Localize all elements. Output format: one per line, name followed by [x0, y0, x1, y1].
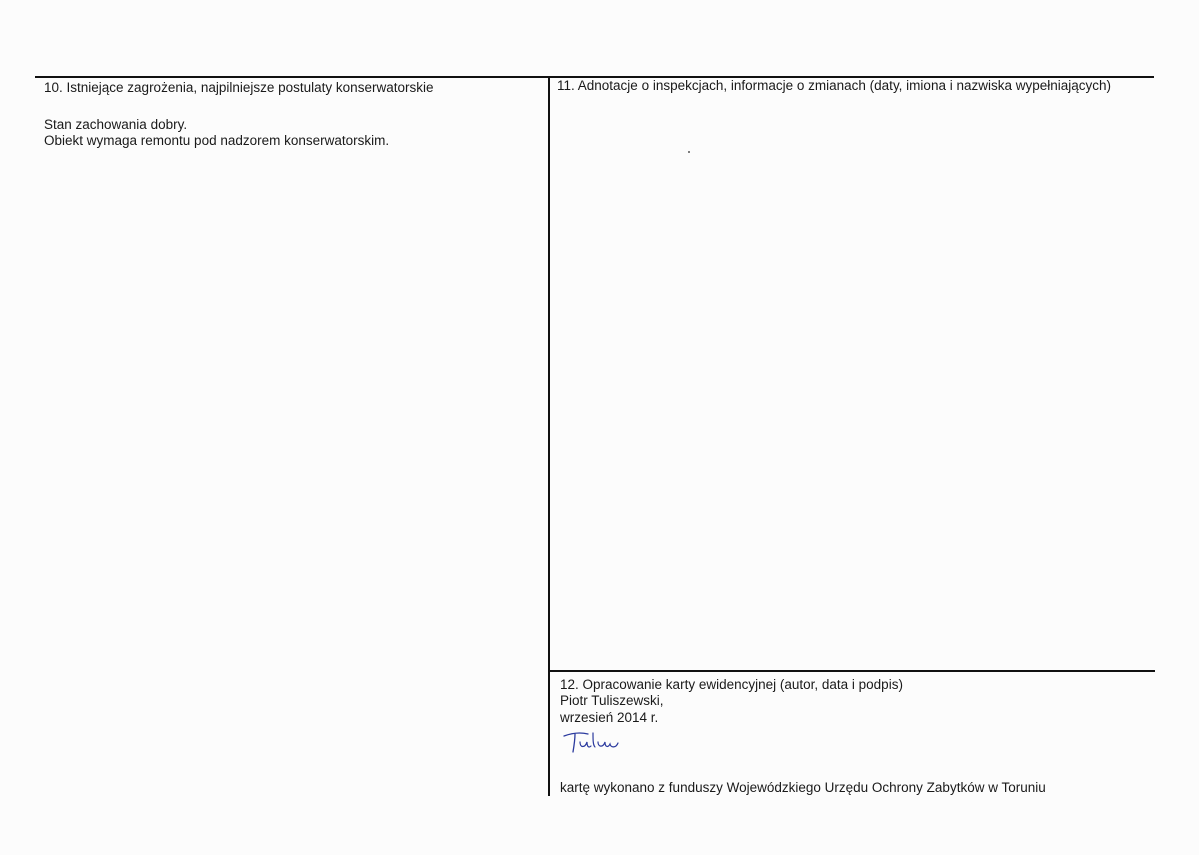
scan-speck: [688, 151, 690, 153]
renovation-note: Obiekt wymaga remontu pod nadzorem konserwatorskim.: [44, 133, 390, 148]
author-name: Piotr Tuliszewski,: [560, 693, 664, 708]
condition-note: Stan zachowania dobry.: [44, 117, 188, 132]
funding-note: kartę wykonano z funduszy Wojewódzkiego Urzędu Ochrony Zabytków w Toruniu: [560, 780, 1046, 795]
section-12-heading: 12. Opracowanie karty ewidencyjnej (autor, data i podpis): [560, 677, 903, 692]
column-divider: [548, 76, 550, 796]
card-date: wrzesień 2014 r.: [560, 710, 659, 725]
section-11-heading: 11. Adnotacje o inspekcjach, informacje o zmianach (daty, imiona i nazwiska wypełniających): [557, 78, 1112, 93]
section-12-rule: [549, 670, 1155, 672]
handwritten-signature: [558, 728, 628, 756]
section-10-heading: 10. Istniejące zagrożenia, najpilniejsze postulaty konserwatorskie: [44, 80, 434, 95]
